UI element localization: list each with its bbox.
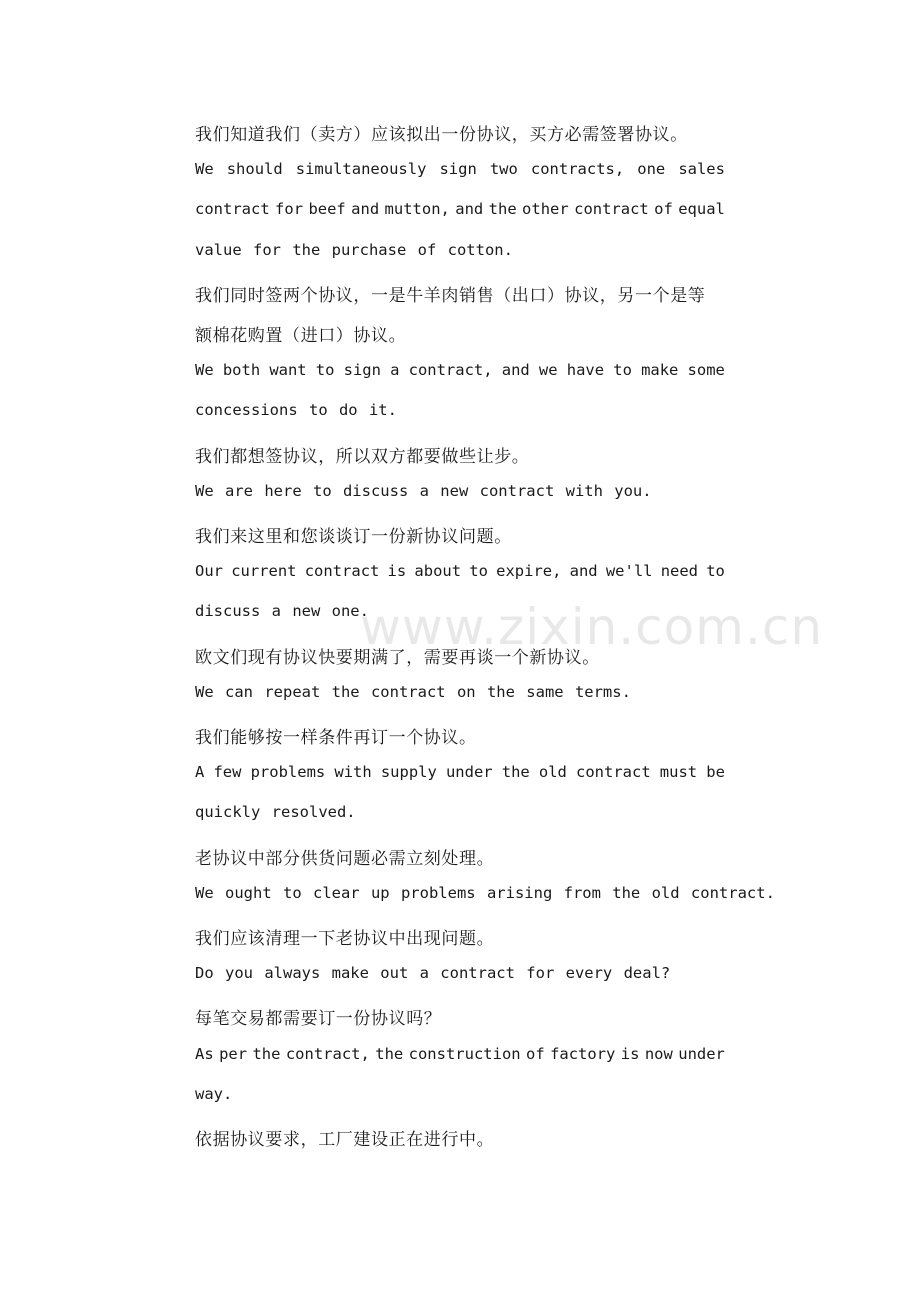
english-text-line: We ought to clear up problems arising from the old contract. [195,883,775,902]
word: and [455,200,484,219]
word: sign [343,361,381,380]
word: beef [308,200,346,219]
chinese-text-line: 欧文们现有协议快要期满了，需要再谈一个新协议。 [195,647,600,668]
english-text-line: We can repeat the contract on the same terms. [195,682,631,701]
chinese-text-line: 我们同时签两个协议，一是牛羊肉销售（出口）协议，另一个是等 [195,285,706,306]
english-text-line: discuss a new one. [195,602,369,621]
english-text-line: value for the purchase of cotton. [195,240,513,259]
word: simultaneously [295,160,427,179]
chinese-text-line: 老协议中部分供货问题必需立刻处理。 [195,848,495,869]
word: a [390,361,400,380]
chinese-text-line: 额棉花购置（进口）协议。 [195,326,407,346]
word: with [334,763,372,782]
word: and [569,562,598,581]
chinese-text-line: 依据协议要求，工厂建设正在进行中。 [195,1130,495,1150]
word: current [231,562,297,581]
word: other [522,200,569,219]
word: is [620,1044,640,1063]
word: and [501,361,530,380]
word: per [219,1044,248,1063]
english-text-line: quickly resolved. [195,803,356,822]
english-text-line: concessions to do it. [195,401,397,420]
word: sign [439,160,477,179]
word: equal [678,200,725,219]
word: few [213,763,242,782]
word: need [660,562,699,581]
word: contract [304,562,380,581]
word: some [687,361,725,380]
word: problems [250,763,326,782]
word: the [488,200,517,219]
word: We [195,160,214,179]
english-text-line [195,562,725,580]
word: sales [678,160,725,179]
word: want [269,361,307,380]
english-text-line: way. [195,1084,233,1103]
word: make [641,361,679,380]
word: of [654,200,673,219]
chinese-text-line: 我们能够按一样条件再订一个协议。 [195,728,477,748]
word: under [678,1044,725,1063]
word: be [706,763,725,782]
word: is [387,562,407,581]
word: about [414,562,462,581]
english-text-line [195,1045,725,1063]
word: contract [195,200,270,219]
word: the [252,1044,281,1063]
word: two [489,160,518,179]
english-text-line [195,361,725,379]
word: factory [550,1044,616,1063]
word: should [226,160,283,179]
word: under [445,763,493,782]
word: construction [408,1044,521,1063]
chinese-text-line: 我们应该清理一下老协议中出现问题。 [195,929,495,949]
word: and [351,200,380,219]
word: contract, [285,1044,370,1063]
word: both [222,361,261,380]
chinese-text-line: 我们来这里和您谈谈订一份新协议问题。 [195,527,512,547]
chinese-text-line: 每笔交易都需要订一份协议吗？ [195,1009,442,1030]
word: to [469,562,488,581]
word: we [538,361,558,380]
chinese-text-line: 我们都想签协议，所以双方都要做些让步。 [195,446,530,467]
word: old [538,763,567,782]
watermark: www.zixin.com.cn [360,598,824,656]
word: Our [195,562,223,581]
word: As [195,1044,214,1063]
word: of [526,1044,545,1063]
word: to [706,562,725,581]
english-text-line: We are here to discuss a new contract with you. [195,481,652,500]
word: A [195,763,205,782]
word: now [644,1044,673,1063]
word: for [275,200,304,219]
word: contracts, [530,160,625,179]
word: contract [574,200,649,219]
english-text-line [195,200,725,218]
word: contract [576,763,651,782]
word: one [637,160,666,179]
word: contract, [408,361,493,380]
word: to [613,361,632,380]
word: must [659,763,698,782]
word: the [375,1044,404,1063]
word: we'll [605,562,653,581]
word: the [501,763,530,782]
word: supply [380,763,437,782]
word: mutton, [384,200,450,219]
english-text-line [195,763,725,781]
word: We [195,361,214,380]
english-text-line [195,160,725,178]
word: have [566,361,605,380]
chinese-text-line: 我们知道我们（卖方）应该拟出一份协议，买方必需签署协议。 [195,125,688,145]
word: to [315,361,335,380]
word: expire, [496,562,562,581]
english-text-line: Do you always make out a contract for every deal? [195,964,671,983]
